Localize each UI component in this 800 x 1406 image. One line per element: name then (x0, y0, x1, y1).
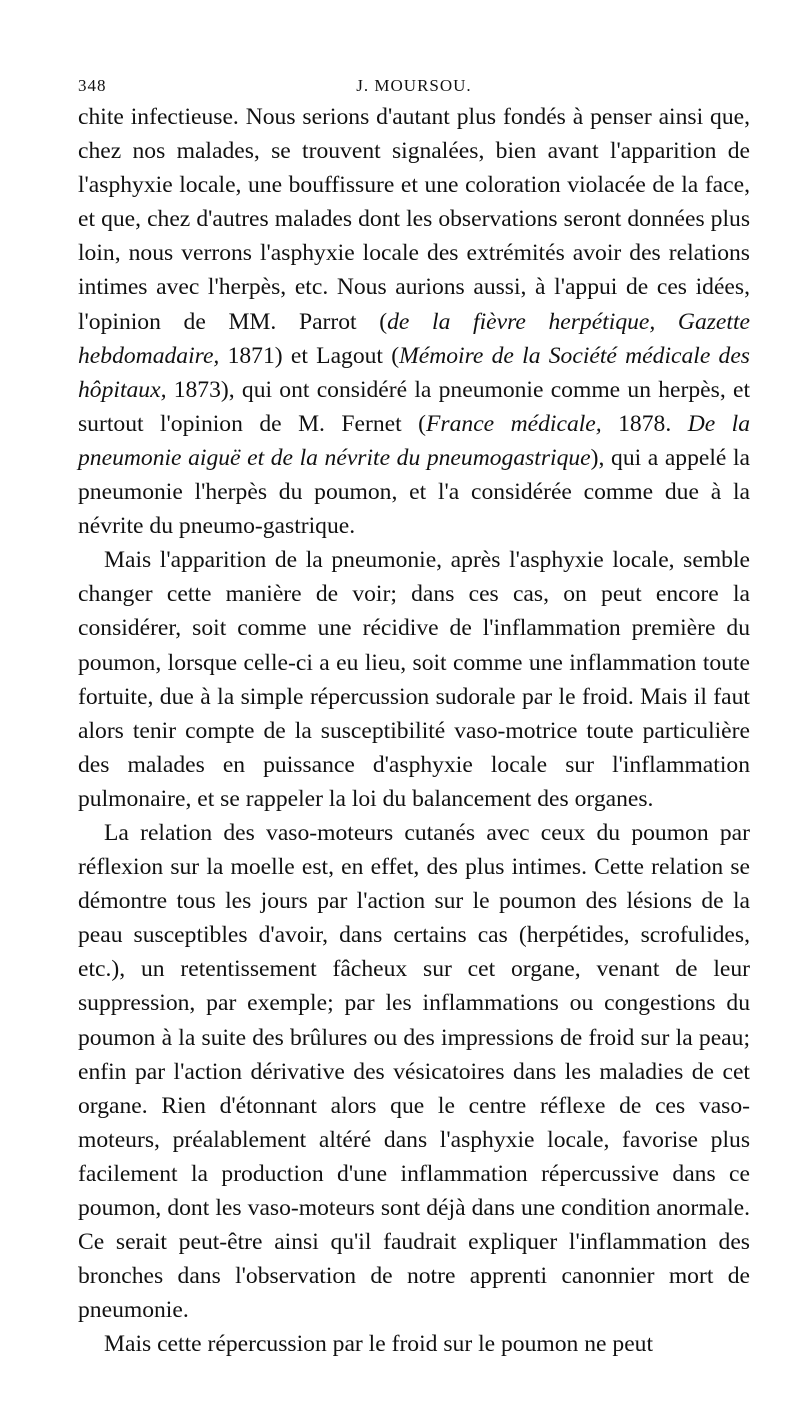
running-head-author: J. MOURSOU. (356, 76, 472, 95)
italic-citation: de la fièvre herpétique, Gazette hebdomadaire, (78, 308, 750, 369)
running-head (78, 62, 750, 100)
paragraph (78, 100, 750, 543)
text-run: Mais l'apparition de la pneumonie, après l'asphyxie locale, semble changer cette manière de voir; dans ces cas, on peut encore la considérer, soit comme une récidive de l'inflammation première du poumon, lorsque celle-ci a eu lieu, soit comme une inflammation toute fortuite, due à la simple répercussion sudorale par le froid. Mais il faut alors tenir compte de la susceptibilité vaso-motrice toute particulière des malades en puissance d'asphyxie locale sur l'inflammation pulmonaire, et se rappeler la loi du balancement des organes. (78, 547, 750, 812)
text-run: Mais cette répercussion par le froid sur le poumon ne peut (104, 1331, 654, 1358)
text-run: ), qui a appelé la pneumonie l'herpès du poumon, et l'a considérée comme due à la névrite du pneumo-gastrique. (78, 444, 751, 540)
text-run: 1873), qui ont considéré la pneumonie comme un herpès, et surtout l'opinion de M. Fernet ( (78, 376, 750, 437)
italic-citation: De la pneumonie aiguë et de la névrite du pneumogastrique (78, 410, 751, 471)
paragraph (78, 816, 750, 1327)
italic-citation: France médicale, (426, 410, 602, 437)
paragraph (78, 543, 750, 816)
italic-citation: Mémoire de la Société médicale des hôpitaux, (78, 342, 750, 403)
paragraph (78, 1327, 750, 1361)
book-page (78, 62, 750, 1361)
text-run: 1878. (601, 410, 688, 437)
text-run: 1871) et Lagout ( (219, 342, 400, 369)
page-number: 348 (78, 76, 107, 95)
text-run: La relation des vaso-moteurs cutanés avec ceux du poumon par réflexion sur la moelle est, en effet, des plus intimes. Cette relation se démontre tous les jours par l'action sur le poumon des lésions de la peau susceptibles d'avoir, dans certains cas (herpétides, scrofulides, etc.), un retentissement fâcheux sur cet organe, venant de leur suppression, par exemple; par les inflammations ou congestions du poumon à la suite des brûlures ou des impressions de froid sur la peau; enfin par l'action dérivative des vésicatoires dans les maladies de cet organe. Rien d'étonnant alors que le centre réflexe de ces vaso-moteurs, préalablement altéré dans l'asphyxie locale, favorise plus facilement la production d'une inflammation répercussive dans ce poumon, dont les vaso-moteurs sont déjà dans une condition anormale. Ce serait peut-être ainsi qu'il faudrait expliquer l'inflammation des bronches dans l'observation de notre apprenti canonnier mort de pneumonie. (78, 819, 750, 1324)
text-run: chite infectieuse. Nous serions d'autant plus fondés à penser ainsi que, chez nos malades, se trouvent signalées, bien avant l'apparition de l'asphyxie locale, une bouffissure et une coloration violacée de la face, et que, chez d'autres malades dont les observations seront données plus loin, nous verrons l'asphyxie locale des extrémités avoir des relations intimes avec l'herpès, etc. Nous aurions aussi, à l'appui de ces idées, l'opinion de MM. Parrot ( (78, 104, 750, 335)
body-text (78, 100, 750, 1361)
